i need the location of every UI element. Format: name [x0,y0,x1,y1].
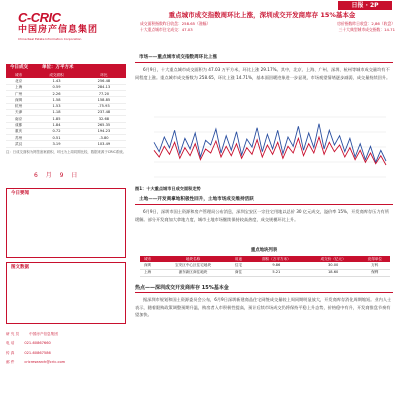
contact-label: 电 话 [6,341,15,346]
table-cell: 1.58 [31,97,82,103]
table-cell: 1.43 [31,78,82,84]
contact-row [6,349,126,358]
table-cell: 256.48 [82,78,126,84]
table-cell: 浦东新区商住地块 [155,269,231,276]
trend-chart-svg [150,113,390,183]
table-row [6,141,126,147]
market-paragraph: 6月9日，十大重点城市成交面积为 47.03 万平方米，环比上涨 29.17%。其中，北京、上海、广州、深圳、杭州等城市成交量均有不同程度上涨。重点城市成交指数为 258.65，环比上涨 14.71%，基本面回暖迹象进一步显现，市场观望情绪逐步减弱，成交量持续回升。 [135,67,391,80]
trend-chart [150,113,390,183]
table-cell: 成都 [6,122,31,128]
table-cell: 103.49 [82,141,126,147]
table-cell: 158.85 [82,97,126,103]
table-cell: 商住 [231,269,246,276]
table-cell: 上海 [6,84,31,90]
contact-row [6,339,126,348]
section-title: 今日成交 [10,65,28,70]
land-paragraph: 6月9日，深圳市国土资源和房产管理局公布消息，深圳宝安区一宗住宅用地以总价 30 亿元成交，溢价率 15%，开发商库存压力有所缓解。部分开发商加大拿地力度，城市土地市场继续保持较高热度，成交规模环比上升。 [135,209,389,222]
contact-label: 邮 件 [6,360,15,365]
focus-paragraph: 据深圳市规划和国土资源委员会公布，6月9日深圳新建商品住宅网签成交量较上周同期明显放大，开发商库存消化周期缩短。业内人士表示，随着限购政策调整预期升温，购房者入市积极性提高，预计后续市场成交仍将保持平稳上升态势，价格稳中有升，开发商推盘节奏有望加快。 [135,297,392,318]
market-section-title: 市场——重点城市成交指数周环比上涨 [135,55,393,63]
table-cell: 32.68 [82,116,126,122]
table-cell: 0.72 [31,128,82,134]
section-head-today [6,64,126,72]
contact-value: 中国房产信息集团 [29,332,58,336]
table-cell: 万科 [360,262,390,269]
table-cell: -3.80 [82,135,126,141]
city-table [6,72,126,148]
table-cell: 265.35 [82,122,126,128]
chart-series-line-1 [154,124,386,163]
table-cell: 0.51 [31,135,82,141]
table-cell: 30.00 [307,262,360,269]
page-tag: 日报 · 2P [338,1,392,10]
stats-row [140,22,395,27]
table-cell: 上海 [140,269,155,276]
contact-info [6,330,126,367]
contact-value: 021-60867660 [24,341,51,346]
headline: 重点城市成交指数周环比上涨，深圳成交开发商库存 15%基本金 [168,11,356,19]
right-column [135,55,393,81]
table-cell: 住宅 [231,262,246,269]
table-row [140,262,390,269]
data-box-title: 图文数据 [11,265,29,270]
column-header: 环比 [82,72,126,78]
land-section [135,197,393,223]
table-cell: 北京 [6,78,31,84]
table-cell: 杭州 [6,103,31,109]
stat-left: 十大重点城市住宅成交：47.03 [140,27,193,33]
stat-right: 房价指数昨日收盘：2,86（收盘） [337,21,395,26]
table-cell: 1.85 [31,116,82,122]
chart-caption: 图1：十大重点城市日成交面积走势 [135,186,201,191]
table-cell: 0.59 [31,84,82,90]
stat-right: 三十大典型城市成交指数：14.71 [338,27,395,33]
stats [140,22,395,34]
contact-value: cricresearch@cric.com [24,360,66,365]
table-cell: 1.84 [31,122,82,128]
table-row [140,269,390,276]
table-cell: 苏州 [6,135,31,141]
logo-mark: C-CRIC [18,10,61,25]
logo-cn: 中国房产信息集团 [18,25,99,35]
news-box-title: 今日要闻 [11,191,29,196]
table-cell: 2.26 [31,91,82,97]
table-cell: 南京 [6,116,31,122]
table-cell: 1.18 [31,109,82,115]
contact-value: 021-60867586 [24,350,51,355]
table-note: 注：日成交面积为网签备案面积，环比为上周同期比较，数据来源于CRIC系统。 [6,149,126,154]
logo [8,10,128,46]
table-cell: 237.48 [82,109,126,115]
table-cell: 5.21 [246,269,307,276]
news-box [6,188,126,258]
contact-label: 研 究 员 [6,332,20,336]
table-cell: 武汉 [6,141,31,147]
contact-row [6,358,126,367]
report-date: 6 月 9 日 [34,172,81,179]
table-cell: 194.23 [82,128,126,134]
land-table-title: 重点地块列表 [250,248,278,253]
data-box [6,262,126,324]
contact-row [6,330,126,339]
table-cell: -75.93 [82,103,126,109]
focus-section-title: 热点——深圳成交开发商库存 15%基本金 [135,285,393,293]
column-header: 竞得单位 [360,256,390,262]
table-cell: 天津 [6,109,31,115]
column-header: 面积（万平方米） [246,256,307,262]
table-cell: 重庆 [6,128,31,134]
column-header: 成交面积 [31,72,82,78]
contact-label: 传 真 [6,350,15,355]
logo-en: China Real Estate Information Corporation [18,37,82,41]
table-cell: 深圳 [140,262,155,269]
land-table [140,256,390,277]
table-cell: 1.53 [31,103,82,109]
land-table-body [140,262,390,276]
column-header: 城市 [6,72,31,78]
table-cell: 3.19 [31,141,82,147]
city-table-body [6,78,126,147]
column-header: 地块名称 [155,256,231,262]
focus-section [135,296,393,319]
table-cell: 284.13 [82,84,126,90]
table-cell: 保利 [360,269,390,276]
table-cell: 9.86 [246,262,307,269]
land-section-title: 土地——开发商拿地积极性回升，土地市场成交维持活跃 [135,197,393,205]
column-header: 成交价（亿元） [307,256,360,262]
table-cell: 77.20 [82,91,126,97]
table-cell: 18.60 [307,269,360,276]
table-cell: 广州 [6,91,31,97]
column-header: 城市 [140,256,155,262]
table-cell: 深圳 [6,97,31,103]
column-header: 用途 [231,256,246,262]
table-cell: 宝安区中心区住宅地块 [155,262,231,269]
stats-row [140,28,395,33]
stat-left: 成交面积指数昨日收盘：258.65（涨幅） [140,21,211,26]
section-unit: 单位：万平方米 [42,65,74,70]
